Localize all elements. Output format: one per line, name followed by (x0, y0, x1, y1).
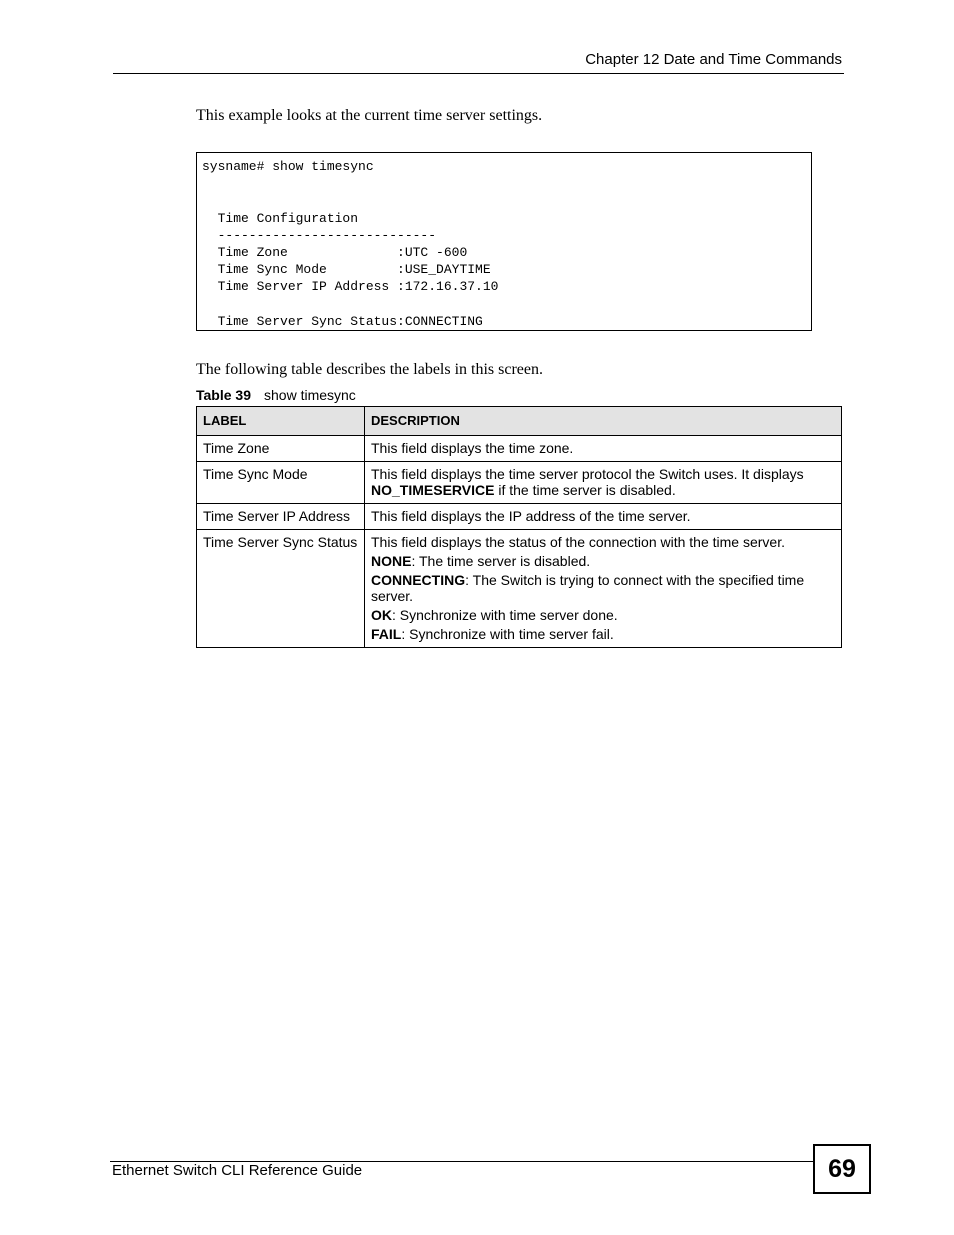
table-row (197, 504, 842, 530)
row-label: Time Server Sync Status (197, 530, 365, 648)
table-caption (196, 387, 356, 403)
description-line (371, 440, 835, 456)
description-line (371, 508, 835, 524)
header-divider (113, 73, 844, 74)
table-row (197, 530, 842, 648)
code-line: Time Server Sync Status:CONNECTING (202, 313, 483, 329)
description-keyword: FAIL (371, 626, 402, 642)
row-description (365, 436, 842, 462)
table-header-row (197, 407, 842, 436)
intro-paragraph: This example looks at the current time server settings. (196, 107, 543, 124)
table-row (197, 462, 842, 504)
description-line (371, 553, 835, 569)
description-line (371, 607, 835, 623)
description-text: if the time server is disabled. (494, 482, 676, 498)
description-table (196, 406, 842, 648)
row-label: Time Server IP Address (197, 504, 365, 530)
description-text: : Synchronize with time server fail. (401, 626, 614, 642)
table-caption-number: Table 39 (196, 387, 251, 403)
header-label: LABEL (197, 407, 365, 436)
code-line: sysname# show timesync (202, 159, 374, 174)
description-line (371, 466, 835, 498)
row-label: Time Zone (197, 436, 365, 462)
description-keyword: NO_TIMESERVICE (371, 482, 495, 498)
description-keyword: OK (371, 607, 392, 623)
code-example-box (196, 152, 812, 331)
description-text: This field displays the time server protocol the Switch uses. It displays (371, 466, 804, 482)
description-keyword: CONNECTING (371, 572, 466, 588)
description-keyword: NONE (371, 553, 412, 569)
header-description: DESCRIPTION (365, 407, 842, 436)
table-intro-paragraph: The following table describes the labels in this screen. (196, 361, 544, 378)
description-text: : Synchronize with time server done. (392, 607, 618, 623)
code-line: Time Sync Mode :USE_DAYTIME (202, 262, 491, 278)
table-row (197, 436, 842, 462)
page-number: 69 (813, 1144, 871, 1194)
description-text: This field displays the IP address of the time server. (371, 508, 691, 524)
description-line (371, 534, 835, 550)
code-example-text (197, 153, 811, 330)
description-text: This field displays the time zone. (371, 440, 574, 456)
description-text: : The time server is disabled. (411, 553, 591, 569)
description-text: : The Switch is trying to connect with the specified time server. (371, 572, 805, 604)
chapter-title: Chapter 12 Date and Time Commands (585, 51, 842, 68)
description-text: This field displays the status of the connection with the time server. (371, 534, 785, 550)
guide-title: Ethernet Switch CLI Reference Guide (112, 1162, 363, 1179)
code-line: Time Zone :UTC -600 (202, 245, 468, 261)
table-body (197, 436, 842, 648)
table-caption-title: show timesync (264, 387, 356, 403)
code-line: Time Configuration (202, 210, 359, 226)
row-label: Time Sync Mode (197, 462, 365, 504)
row-description (365, 504, 842, 530)
row-description (365, 462, 842, 504)
description-line (371, 626, 835, 642)
description-line (371, 572, 835, 604)
code-line: ---------------------------- (202, 227, 437, 243)
code-line: Time Server IP Address :172.16.37.10 (202, 279, 499, 295)
row-description (365, 530, 842, 648)
